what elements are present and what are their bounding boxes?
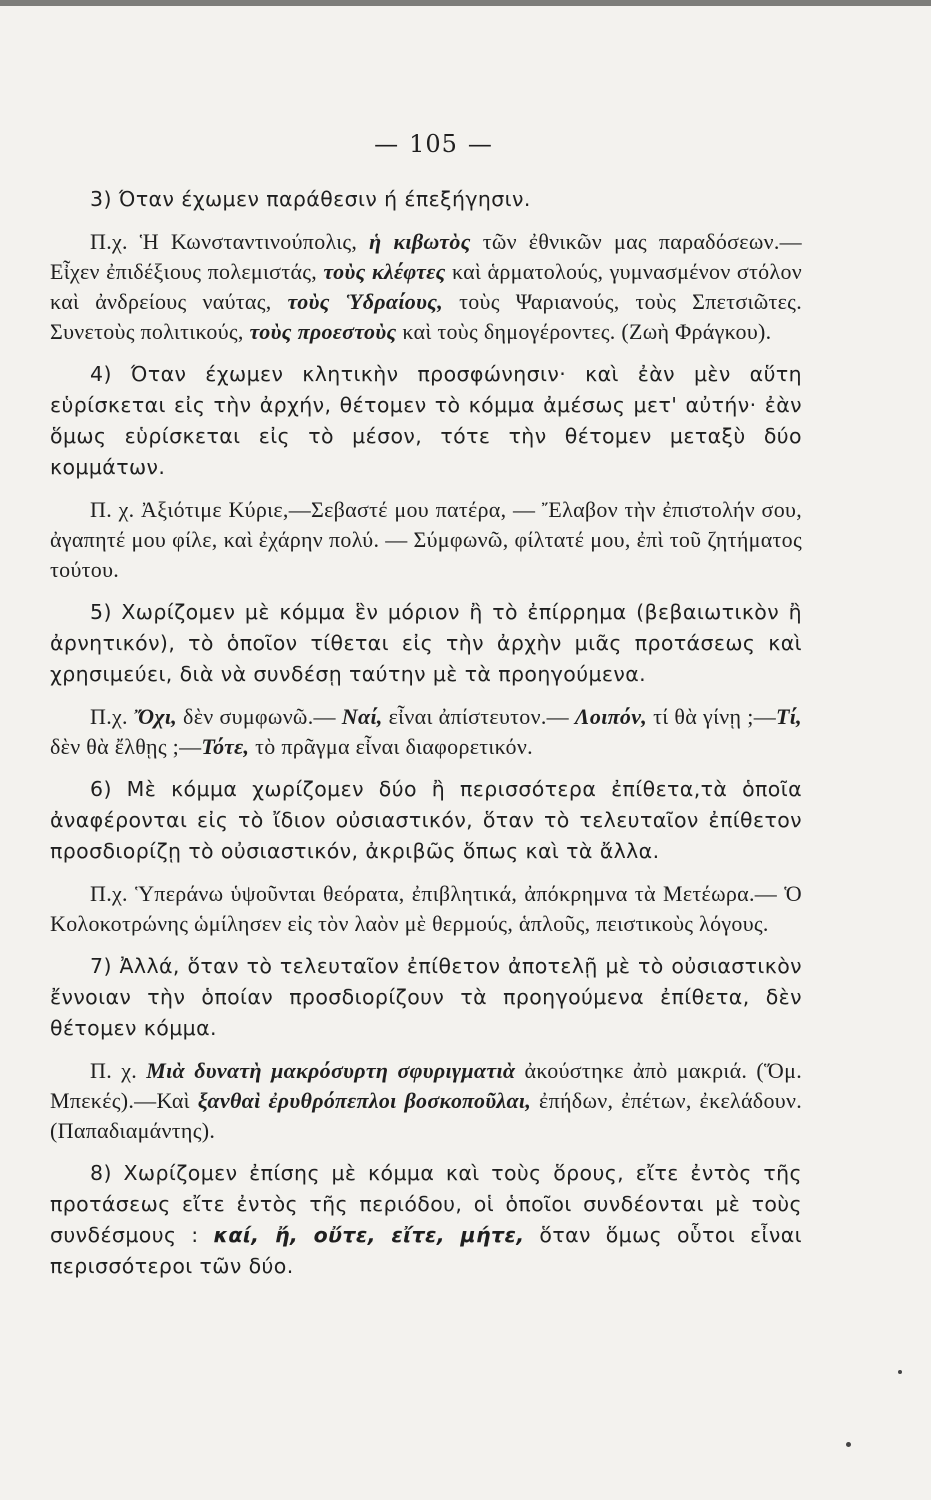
rule-5-example: Π.χ. Ὄχι, δὲν συμφωνῶ.— Ναί, εἶναι ἀπίστευτον.— Λοιπόν, τί θὰ γίνῃ ;—Τί, δὲν θὰ ἔλθῃς ;—Τότε, τὸ πρᾶγμα εἶναι διαφορετικόν. <box>50 704 802 759</box>
book-page <box>50 130 802 1294</box>
rule-7-text: 7) Ἀλλά, ὅταν τὸ τελευταῖον ἐπίθετον ἀποτελῇ μὲ τὸ οὐσιαστικὸν ἔννοιαν τὴν ὁποίαν προσδιορίζουν τὰ προηγούμενα ἐπίθετα, δὲν θέτομεν κόμμα. <box>50 954 802 1040</box>
page-number-dash-left: — <box>374 130 400 158</box>
rule-6-example: Π.χ. Ὑπεράνω ὑψοῦνται θεόρατα, ἐπιβλητικά, ἀπόκρημνα τὰ Μετέωρα.— Ὁ Κολοκοτρώνης ὡμίλησεν εἰς τὸν λαὸν μὲ θερμούς, ἁπλοῦς, πειστικοὺς λόγους. <box>50 881 802 936</box>
rule-6-text: 6) Μὲ κόμμα χωρίζομεν δύο ἢ περισσότερα ἐπίθετα,τὰ ὁποῖα ἀναφέρονται εἰς τὸ ἴδιον οὐσιαστικόν, ὅταν τὸ τελευταῖον ἐπίθετον προσδιορίζῃ τὸ οὐσιαστικόν, ἀκριβῶς ὅπως καὶ τὰ ἄλλα. <box>50 777 802 863</box>
rule-8-text: 8) Χωρίζομεν ἐπίσης μὲ κόμμα καὶ τοὺς ὅρους, εἴτε ἐντὸς τῆς προτάσεως εἴτε ἐντὸς τῆς περιόδου, οἱ ὁποῖοι συνδέονται μὲ τοὺς συνδέσμους : καί, ἤ, οὔτε, εἴτε, μήτε, ὅταν ὅμως οὗτοι εἶναι περισσότεροι τῶν δύο. <box>50 1161 802 1278</box>
scan-top-edge <box>0 0 931 6</box>
rule-3-example: Π.χ. Ἡ Κωνσταντινούπολις, ἡ κιβωτὸς τῶν ἐθνικῶν μας παραδόσεων.—Εἶχεν ἐπιδέξιους πολεμιστάς, τοὺς κλέφτες καὶ ἁρματολούς, γυμνασμένον στόλον καὶ ἀνδρείους ναύτας, τοὺς Ὑδραίους, τοὺς Ψαριανούς, τοὺς Σπετσιῶτες. Συνετοὺς πολιτικούς, τοὺς προεστοὺς καὶ τοὺς δημογέροντες. (Ζωὴ Φράγκου). <box>50 229 802 344</box>
rule-4-text: 4) Όταν έχωμεν κλητικὴν προσφώνησιν· καὶ ἐὰν μὲν αὕτη εὑρίσκεται εἰς τὴν ἀρχήν, θέτομεν τὸ κόμμα ἀμέσως μετ' αὐτήν· ἐὰν ὅμως εὑρίσκεται εἰς τὸ μέσον, τότε τὴν θέτομεν μεταξὺ δύο κομμάτων. <box>50 362 802 479</box>
rule-4-example: Π. χ. Ἀξιότιμε Κύριε,—Σεβαστέ μου πατέρα, — Ἔλαβον τὴν ἐπιστολήν σου, ἀγαπητέ μου φίλε, καὶ ἐχάρην πολύ. — Σύμφωνῶ, φίλτατέ μου, ἐπὶ τοῦ ζητήματος τούτου. <box>50 497 802 582</box>
page-number: 105 <box>409 130 458 158</box>
rule-5-text: 5) Χωρίζομεν μὲ κόμμα ἓν μόριον ἢ τὸ ἐπίρρημα (βεβαιωτικὸν ἢ ἀρνητικόν), τὸ ὁποῖον τίθεται εἰς τὴν ἀρχὴν μιᾶς προτάσεως καὶ χρησιμεύει, διὰ νὰ συνδέσῃ ταύτην μὲ τὰ προηγούμενα. <box>50 600 802 686</box>
scan-speck <box>898 1370 902 1374</box>
rule-3-heading: 3) Όταν έχωμεν παράθεσιν ή έπεξήγησιν. <box>90 187 531 211</box>
page-number-dash-right: — <box>467 130 493 158</box>
page-number-header <box>50 130 802 158</box>
rule-7-example: Π. χ. Μιὰ δυνατὴ μακρόσυρτη σφυριγματιὰ ἀκούστηκε ἀπὸ μακριά. (Ὅμ. Μπεκές).—Καὶ ξανθαὶ ἐρυθρόπεπλοι βοσκοποῦλαι, ἐπήδων, ἐπέτων, ἐκελάδουν. (Παπαδιαμάντης). <box>50 1058 803 1143</box>
scan-speck <box>846 1442 851 1447</box>
